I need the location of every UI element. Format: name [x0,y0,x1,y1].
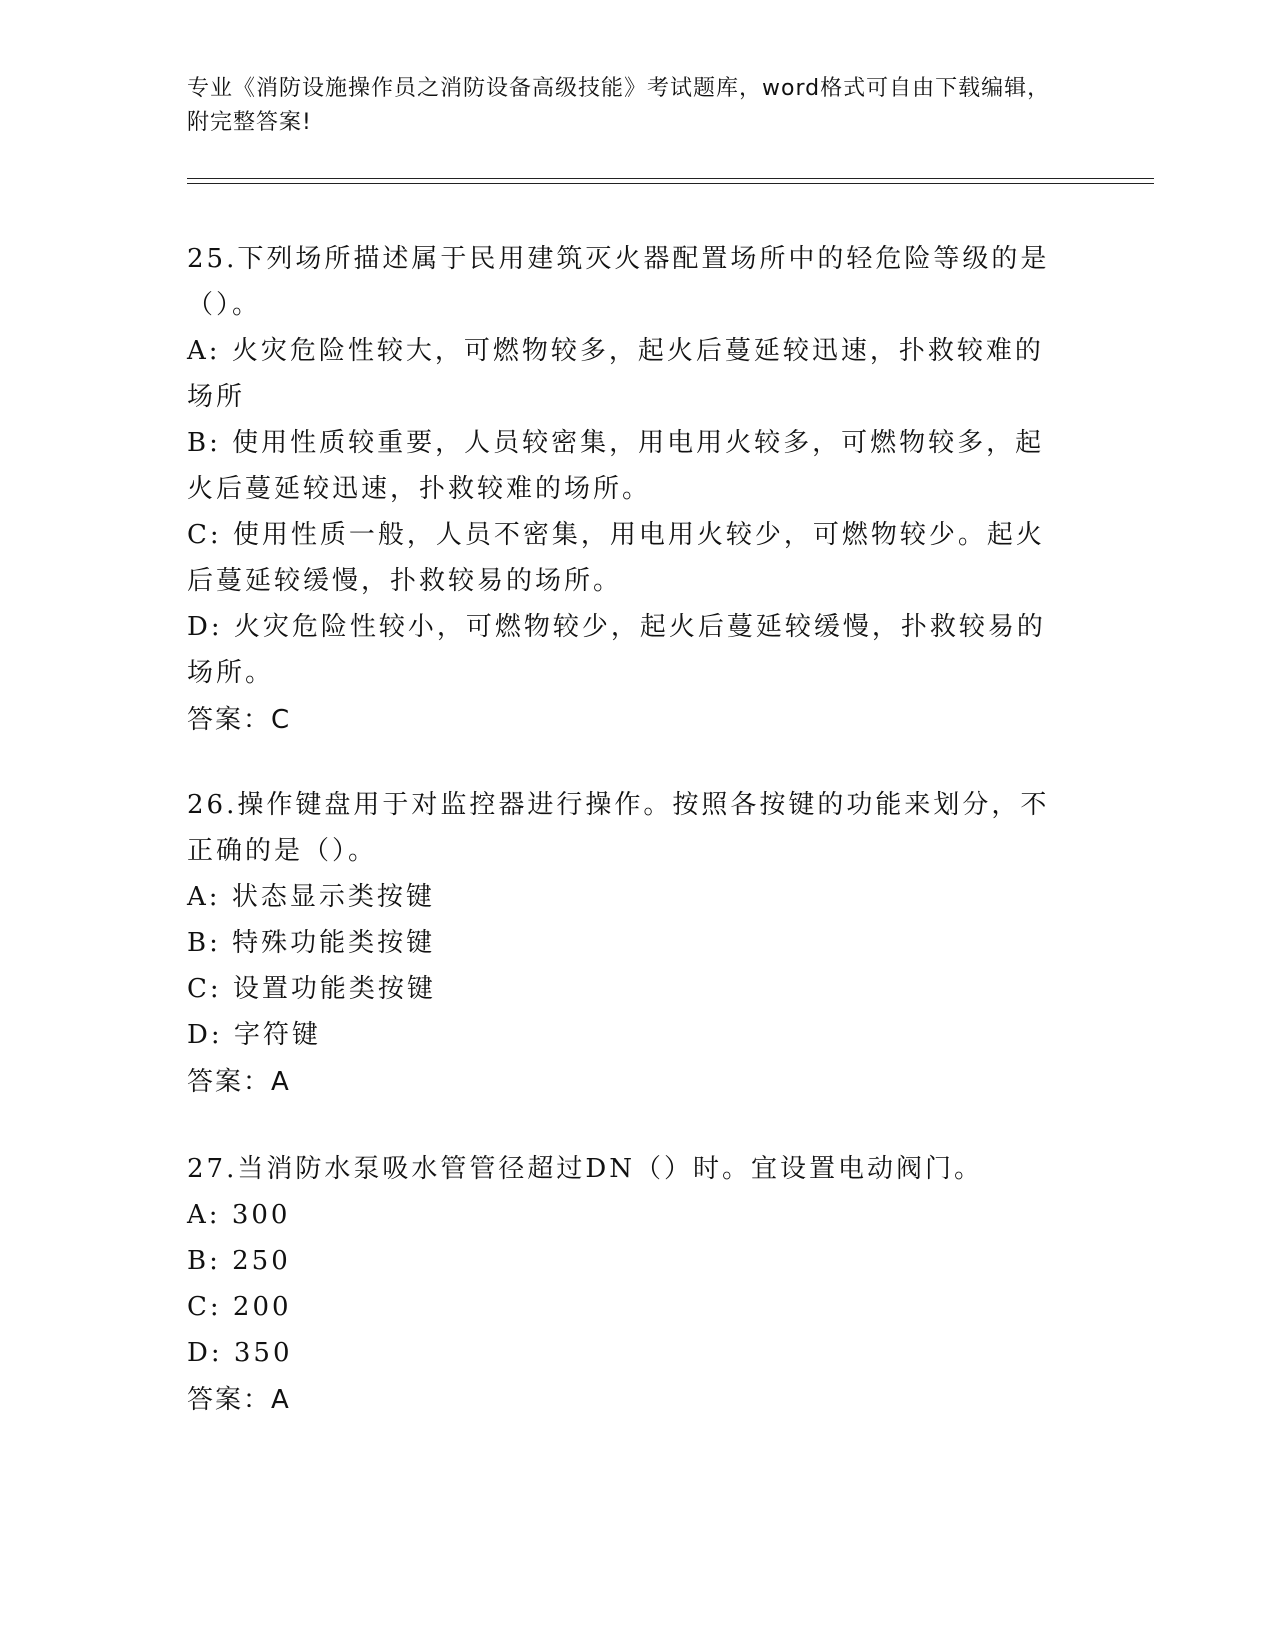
option-key: A: [187,1200,221,1230]
option-key: D: [187,1338,223,1368]
question-stem: 27.当消防水泵吸水管管径超过DN（）时。宜设置电动阀门。 [187,1154,983,1184]
option-key: B: [187,1246,221,1276]
header-rule-top [187,178,1154,179]
option-c [187,512,1067,604]
option-d [187,604,1067,696]
option-d [187,1330,1067,1376]
question-stem: 26.操作键盘用于对监控器进行操作。按照各按键的功能来划分，不正确的是（）。 [187,790,1050,866]
option-text: 设置功能类按键 [232,974,436,1004]
question-25 [187,236,1067,744]
option-key: C: [187,520,222,550]
question-26 [187,782,1067,1106]
option-key: C: [187,1292,222,1322]
question-stem: 25.下列场所描述属于民用建筑灭火器配置场所中的轻危险等级的是（）。 [187,244,1050,320]
option-a [187,328,1067,420]
option-text: 火灾危险性较大，可燃物较多，起火后蔓延较迅速，扑救较难的场所 [187,336,1044,412]
option-text: 300 [231,1200,291,1230]
option-text: 使用性质一般，人员不密集，用电用火较少，可燃物较少。起火后蔓延较缓慢，扑救较易的场所。 [187,520,1045,596]
option-a [187,1192,1067,1238]
option-text: 使用性质较重要，人员较密集，用电用火较多，可燃物较多，起火后蔓延较迅速，扑救较难的场所。 [187,428,1045,504]
option-d [187,1012,1067,1058]
option-text: 250 [232,1246,291,1276]
option-text: 200 [232,1292,292,1322]
answer-line: 答案：C [187,705,292,735]
option-b [187,920,1067,966]
option-text: 字符键 [233,1020,321,1050]
option-key: B: [187,928,221,958]
answer-line: 答案：A [187,1385,291,1415]
option-a [187,874,1067,920]
option-key: D: [187,612,223,642]
option-key: A: [187,882,221,912]
option-c [187,966,1067,1012]
option-key: C: [187,974,222,1004]
option-text: 350 [233,1338,293,1368]
option-text: 状态显示类按键 [231,882,435,912]
header-rule-bottom [187,183,1154,184]
option-c [187,1284,1067,1330]
header-note: 专业《消防设施操作员之消防设备高级技能》考试题库，word格式可自由下载编辑，附完整答案! [187,76,1051,135]
option-b [187,1238,1067,1284]
answer-line: 答案：A [187,1067,291,1097]
option-text: 火灾危险性较小，可燃物较少，起火后蔓延较缓慢，扑救较易的场所。 [187,612,1046,688]
option-key: B: [187,428,221,458]
option-key: D: [187,1020,223,1050]
question-27 [187,1146,1067,1424]
option-text: 特殊功能类按键 [232,928,436,958]
option-b [187,420,1067,512]
option-key: A: [187,336,221,366]
